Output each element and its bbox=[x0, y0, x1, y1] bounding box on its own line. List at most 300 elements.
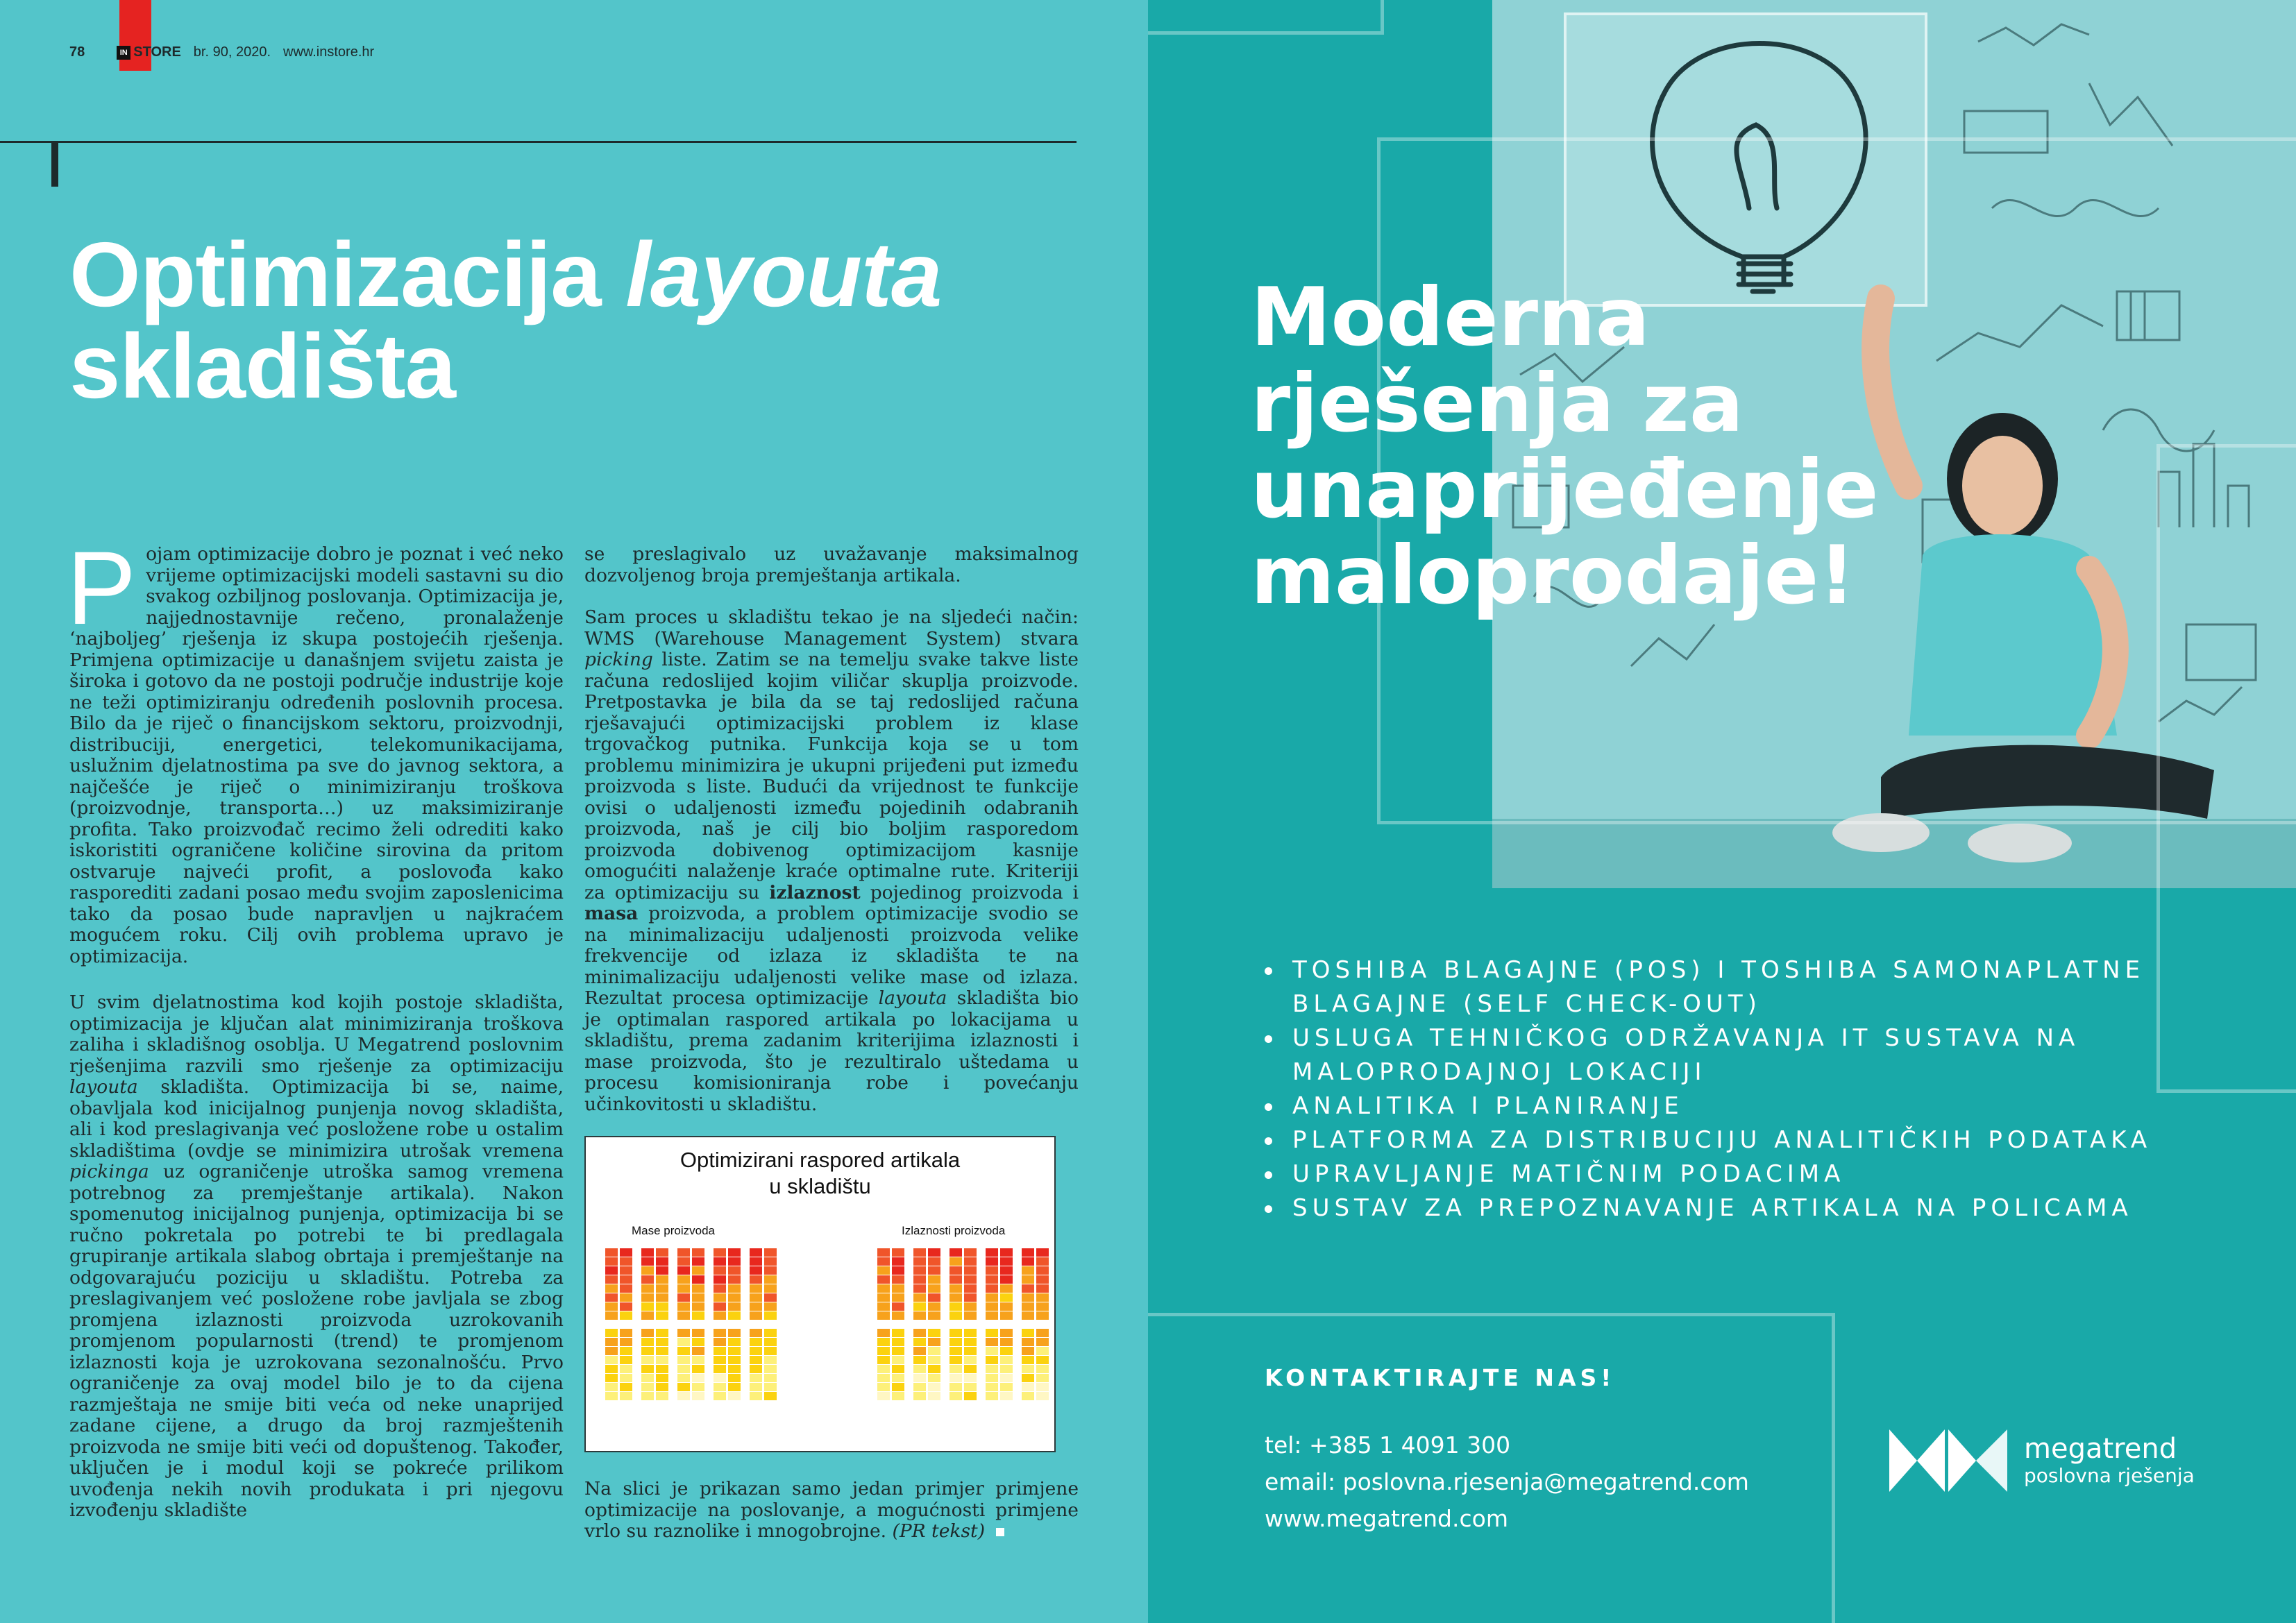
heatmap-cell bbox=[677, 1347, 690, 1355]
contact-details bbox=[1265, 1427, 1749, 1537]
heatmap-cell bbox=[692, 1284, 704, 1293]
heatmap-cell bbox=[677, 1275, 690, 1284]
paragraph: U svim djelatnostima kod kojih postoje skladišta, optimizacija je ključan alat minimiziranja troškova zaliha i skladišnog osoblja. U Megatrend poslovnim rješenjima razvili smo rješenje za optimizaciju layouta skladišta. Optimizacija bi se, naime, obavljala kod inicijalnog punjenja novog skladišta, ali i kod preslagivanja već posložene robe u ostalim skladištima (ovdje se minimizira utrošak vremena pickinga uz ograničenje utroška samog vremena potrebnog za premještanje artikala). Nakon spomenutog inicijalnog punjenja, optimizacija bi se ručno pokretala po potrebi te bi predlagala grupiranje artikala slabog obrtaja i premještanje na odgovarajuću poziciju u skladištu. Potreba za preslagivanjem već posložene robe javljala se zbog promjena izlaznosti proizvoda uzrokovanih promjenom popularnosti (trend) te promjenom izlaznosti koja je uzrokovana sezonalnošću. Prvo ograničenje za ovaj model bilo je to da cijena razmještaja ne smije biti veća od neke unaprijed zadane cijene, a drugo da broj razmještenih proizvoda ne smije biti veći od dopuštenog. Također, uključen je i modul koji se pokreće prilikom uvođenja nekih novih produkata i pri njegovu izvođenju skladište bbox=[69, 992, 564, 1521]
end-mark bbox=[996, 1528, 1004, 1536]
heatmap-cell bbox=[714, 1293, 726, 1302]
heatmap-cell bbox=[1022, 1311, 1034, 1320]
heatmap-cell bbox=[964, 1329, 977, 1337]
megatrend-logo bbox=[1889, 1429, 2195, 1492]
heatmap-cell bbox=[764, 1338, 777, 1346]
feature-item: PLATFORMA ZA DISTRIBUCIJU ANALITIČKIH PODATAKA bbox=[1263, 1123, 2296, 1157]
heatmap-cell bbox=[949, 1356, 962, 1364]
heatmap-cell bbox=[892, 1266, 904, 1275]
heatmap-cell bbox=[1036, 1338, 1049, 1346]
heatmap-cell bbox=[714, 1275, 726, 1284]
heatmap-cell bbox=[877, 1284, 890, 1293]
heatmap-cell bbox=[692, 1266, 704, 1275]
issue-info: br. 90, 2020. bbox=[193, 44, 271, 60]
heatmap-cell bbox=[692, 1374, 704, 1382]
heatmap-cell bbox=[641, 1284, 654, 1293]
heatmap-cell bbox=[1022, 1383, 1034, 1391]
heatmap-cell bbox=[1036, 1257, 1049, 1266]
heatmap-cell bbox=[913, 1284, 926, 1293]
heatmap-cell bbox=[1000, 1383, 1013, 1391]
heatmap-cell bbox=[1000, 1248, 1013, 1257]
heatmap-cell bbox=[656, 1338, 668, 1346]
feature-item: UPRAVLJANJE MATIČNIM PODACIMA bbox=[1263, 1157, 2296, 1191]
heatmap-cell bbox=[913, 1302, 926, 1311]
heatmap-cell bbox=[750, 1293, 762, 1302]
heatmap-cell bbox=[1000, 1293, 1013, 1302]
figure-title: Optimizirani raspored artikala u skladištu bbox=[679, 1148, 961, 1198]
paragraph: Na slici je prikazan samo jedan primjer primjene optimizacije na poslovanje, a mogućnosti primjene vrlo su raznolike i mnogobrojne. (PR tekst) bbox=[584, 1478, 1079, 1542]
contact-phone[interactable]: tel: +385 1 4091 300 bbox=[1265, 1431, 1511, 1459]
feature-item: ANALITIKA I PLANIRANJE bbox=[1263, 1089, 2296, 1123]
heatmap-cell bbox=[1036, 1248, 1049, 1257]
heatmap-cell bbox=[764, 1392, 777, 1400]
frame-outline bbox=[1148, 0, 1384, 35]
heatmap-cell bbox=[728, 1266, 741, 1275]
heatmap-cell bbox=[928, 1383, 940, 1391]
heatmap-cell bbox=[964, 1248, 977, 1257]
heatmap-cell bbox=[714, 1374, 726, 1382]
heatmap-cell bbox=[656, 1329, 668, 1337]
heatmap-cell bbox=[728, 1356, 741, 1364]
heatmap-cell bbox=[964, 1347, 977, 1355]
heatmap-cell bbox=[964, 1311, 977, 1320]
heatmap-cell bbox=[949, 1383, 962, 1391]
heatmap-cell bbox=[964, 1284, 977, 1293]
heatmap-cell bbox=[1022, 1284, 1034, 1293]
header-rule bbox=[0, 141, 1077, 143]
heatmap-cell bbox=[692, 1302, 704, 1311]
heatmap-cell bbox=[605, 1347, 618, 1355]
heatmap-cell bbox=[656, 1302, 668, 1311]
heatmap-cell bbox=[964, 1356, 977, 1364]
heatmap-cell bbox=[964, 1293, 977, 1302]
heatmap-cell bbox=[877, 1365, 890, 1373]
brand-name: megatrend bbox=[2024, 1433, 2177, 1465]
heatmap-cell bbox=[677, 1311, 690, 1320]
heatmap-cell bbox=[964, 1338, 977, 1346]
heatmap-cell bbox=[1000, 1392, 1013, 1400]
heatmap-cell bbox=[656, 1383, 668, 1391]
heatmap-cell bbox=[1000, 1266, 1013, 1275]
contact-website[interactable]: www.megatrend.com bbox=[1265, 1505, 1508, 1532]
heatmap-cell bbox=[986, 1266, 998, 1275]
heatmap-cell bbox=[750, 1365, 762, 1373]
heatmap-cell bbox=[656, 1356, 668, 1364]
heatmap-cell bbox=[677, 1293, 690, 1302]
heatmap-cell bbox=[1022, 1392, 1034, 1400]
heatmap-cell bbox=[1022, 1365, 1034, 1373]
heatmap-cell bbox=[656, 1266, 668, 1275]
heatmap-cell bbox=[949, 1365, 962, 1373]
heatmap-turnover bbox=[877, 1248, 1058, 1422]
heatmap-cell bbox=[1022, 1347, 1034, 1355]
heatmap-cell bbox=[949, 1347, 962, 1355]
heatmap-cell bbox=[1022, 1329, 1034, 1337]
heatmap-cell bbox=[1022, 1275, 1034, 1284]
heatmap-cell bbox=[964, 1302, 977, 1311]
heatmap-cell bbox=[764, 1365, 777, 1373]
heatmap-cell bbox=[605, 1293, 618, 1302]
heatmap-cell bbox=[1036, 1374, 1049, 1382]
heatmap-cell bbox=[892, 1338, 904, 1346]
heatmap-cell bbox=[986, 1311, 998, 1320]
heatmap-cell bbox=[764, 1356, 777, 1364]
heatmap-cell bbox=[949, 1284, 962, 1293]
heatmap-cell bbox=[928, 1365, 940, 1373]
feature-item: USLUGA TEHNIČKOG ODRŽAVANJA IT SUSTAVA NA MALOPRODAJNOJ LOKACIJI bbox=[1263, 1021, 2296, 1089]
heatmap-cell bbox=[620, 1383, 632, 1391]
heatmap-cell bbox=[677, 1374, 690, 1382]
heatmap-cell bbox=[1022, 1338, 1034, 1346]
heatmap-cell bbox=[656, 1392, 668, 1400]
heatmap-cell bbox=[928, 1374, 940, 1382]
heatmap-cell bbox=[877, 1302, 890, 1311]
heatmap-cell bbox=[913, 1374, 926, 1382]
heatmap-cell bbox=[620, 1347, 632, 1355]
heatmap-cell bbox=[728, 1374, 741, 1382]
heatmap-cell bbox=[750, 1284, 762, 1293]
heatmap-cell bbox=[692, 1293, 704, 1302]
heatmap-cell bbox=[605, 1383, 618, 1391]
heatmap-cell bbox=[728, 1347, 741, 1355]
contact-email[interactable]: email: poslovna.rjesenja@megatrend.com bbox=[1265, 1468, 1749, 1495]
heatmap-cell bbox=[714, 1356, 726, 1364]
heatmap-cell bbox=[750, 1338, 762, 1346]
heatmap-cell bbox=[1000, 1275, 1013, 1284]
heatmap-cell bbox=[656, 1347, 668, 1355]
paragraph: se preslagivalo uz uvažavanje maksimalnog dozvoljenog broja premještanja artikala. bbox=[584, 543, 1079, 586]
heatmap-cell bbox=[764, 1374, 777, 1382]
heatmap-cell bbox=[928, 1347, 940, 1355]
heatmap-cell bbox=[605, 1266, 618, 1275]
heatmap-cell bbox=[750, 1383, 762, 1391]
paragraph: Sam proces u skladištu tekao je na sljedeći način: WMS (Warehouse Management System) stvara picking liste. Zatim se na temelju svake takve liste računa redoslijed kojim viličar skuplja proizvode. Pretpostavka je bila da se taj redoslijed računa rješavajući optimizacijski problem iz klase trgovačkog putnika. Funkcija koja se u tom problemu minimizira je ukupni prijeđeni put između proizvoda s liste. Budući da vrijednost te funkcije ovisi o udaljenosti između pojedinih odabranih proizvoda, naš je cilj bio boljim rasporedom proizvoda dobivenog optimizacijom kasnije omogućiti nalaženje kraće optimalne rute. Kriteriji za optimizaciju su izlaznost pojedinog proizvoda i masa proizvoda, a problem optimizacije svodio se na minimalizaciju udaljenosti proizvoda velike frekvencije od izlaza iz skladišta te na minimalizaciju udaljenosti velike mase od izlaza. Rezultat procesa optimizacije layouta skladišta bio je optimalan raspored artikala po lokacijama u skladištu, prema zadanim kriterijima izlaznosti i mase proizvoda, što je rezultiralo uštedama u procesu komisioniranja robe i povećanju učinkovitosti u skladištu. bbox=[584, 606, 1079, 1115]
heatmap-cell bbox=[986, 1329, 998, 1337]
heatmap-cell bbox=[949, 1257, 962, 1266]
heatmap-cell bbox=[714, 1266, 726, 1275]
heatmap-cell bbox=[714, 1383, 726, 1391]
heatmap-cell bbox=[641, 1365, 654, 1373]
heatmap-cell bbox=[877, 1347, 890, 1355]
heatmap-cell bbox=[620, 1392, 632, 1400]
heatmap-cell bbox=[677, 1302, 690, 1311]
heatmap-cell bbox=[877, 1338, 890, 1346]
heatmap-cell bbox=[986, 1392, 998, 1400]
heatmap-cell bbox=[605, 1338, 618, 1346]
heatmap-cell bbox=[986, 1302, 998, 1311]
heatmap-cell bbox=[949, 1374, 962, 1382]
heatmap-cell bbox=[605, 1365, 618, 1373]
heatmap-cell bbox=[913, 1347, 926, 1355]
heatmap-cell bbox=[949, 1266, 962, 1275]
heatmap-cell bbox=[892, 1311, 904, 1320]
heatmap-cell bbox=[928, 1311, 940, 1320]
heatmap-cell bbox=[764, 1311, 777, 1320]
heatmap-cell bbox=[692, 1356, 704, 1364]
heatmap-cell bbox=[986, 1293, 998, 1302]
heatmap-cell bbox=[964, 1257, 977, 1266]
heatmap-cell bbox=[1036, 1347, 1049, 1355]
heatmap-cell bbox=[892, 1374, 904, 1382]
heatmap-cell bbox=[750, 1329, 762, 1337]
heatmap-cell bbox=[928, 1356, 940, 1364]
heatmap-cell bbox=[714, 1302, 726, 1311]
heatmap-cell bbox=[1036, 1284, 1049, 1293]
heatmap-cell bbox=[986, 1248, 998, 1257]
heatmap-cell bbox=[928, 1293, 940, 1302]
heatmap-cell bbox=[764, 1275, 777, 1284]
heatmap-cell bbox=[986, 1356, 998, 1364]
heatmap-cell bbox=[986, 1275, 998, 1284]
heatmap-cell bbox=[641, 1302, 654, 1311]
heatmap-cell bbox=[913, 1383, 926, 1391]
ad-headline: Moderna rješenja za unaprijeđenje maloprodaje! bbox=[1251, 271, 1879, 622]
heatmap-cell bbox=[949, 1329, 962, 1337]
heatmap-cell bbox=[677, 1383, 690, 1391]
heatmap-cell bbox=[877, 1257, 890, 1266]
heatmap-cell bbox=[1022, 1248, 1034, 1257]
heatmap-cell bbox=[692, 1383, 704, 1391]
heatmap-cell bbox=[913, 1329, 926, 1337]
heatmap-cell bbox=[728, 1338, 741, 1346]
heatmap-cell bbox=[728, 1311, 741, 1320]
contact-heading: KONTAKTIRAJTE NAS! bbox=[1265, 1364, 1616, 1391]
heatmap-cell bbox=[692, 1338, 704, 1346]
heatmap-cell bbox=[1036, 1329, 1049, 1337]
heatmap-cell bbox=[877, 1329, 890, 1337]
heatmap-cell bbox=[1022, 1266, 1034, 1275]
heatmap-mass bbox=[605, 1248, 786, 1422]
article-column-2 bbox=[584, 544, 1079, 1563]
heatmap-cell bbox=[949, 1248, 962, 1257]
advertisement-page bbox=[1148, 0, 2296, 1623]
logo-mark: IN bbox=[117, 46, 130, 60]
heatmap-cell bbox=[714, 1257, 726, 1266]
heatmap-cell bbox=[728, 1248, 741, 1257]
heatmap-cell bbox=[692, 1365, 704, 1373]
heatmap-cell bbox=[1000, 1329, 1013, 1337]
feature-item: TOSHIBA BLAGAJNE (POS) I TOSHIBA SAMONAPLATNE BLAGAJNE (SELF CHECK-OUT) bbox=[1263, 953, 2296, 1021]
heatmap-cell bbox=[677, 1257, 690, 1266]
heatmap-cell bbox=[605, 1248, 618, 1257]
heatmap-cell bbox=[1036, 1383, 1049, 1391]
heatmap-cell bbox=[764, 1284, 777, 1293]
heatmap-cell bbox=[750, 1392, 762, 1400]
heatmap-cell bbox=[928, 1266, 940, 1275]
heatmap-cell bbox=[620, 1266, 632, 1275]
heatmap-cell bbox=[620, 1257, 632, 1266]
heatmap-cell bbox=[750, 1266, 762, 1275]
heatmap-cell bbox=[928, 1338, 940, 1346]
title-part2: skladišta bbox=[69, 315, 455, 417]
heatmap-cell bbox=[1036, 1311, 1049, 1320]
heatmap-cell bbox=[892, 1383, 904, 1391]
heatmap-cell bbox=[728, 1383, 741, 1391]
heatmap-cell bbox=[677, 1284, 690, 1293]
heatmap-cell bbox=[620, 1338, 632, 1346]
heatmap-cell bbox=[620, 1365, 632, 1373]
heatmap-cell bbox=[764, 1248, 777, 1257]
figure-label-mass: Mase proizvoda bbox=[632, 1224, 716, 1237]
heatmap-cell bbox=[714, 1284, 726, 1293]
heatmap-cell bbox=[928, 1392, 940, 1400]
heatmap-cell bbox=[913, 1392, 926, 1400]
heatmap-cell bbox=[620, 1374, 632, 1382]
heatmap-cell bbox=[692, 1311, 704, 1320]
heatmap-cell bbox=[641, 1383, 654, 1391]
heatmap-cell bbox=[605, 1329, 618, 1337]
heatmap-cell bbox=[714, 1338, 726, 1346]
heatmap-cell bbox=[964, 1266, 977, 1275]
heatmap-cell bbox=[986, 1284, 998, 1293]
heatmap-cell bbox=[1000, 1311, 1013, 1320]
heatmap-cell bbox=[728, 1257, 741, 1266]
heatmap-cell bbox=[728, 1365, 741, 1373]
heatmap-cell bbox=[892, 1275, 904, 1284]
heatmap-cell bbox=[877, 1392, 890, 1400]
heatmap-cell bbox=[605, 1311, 618, 1320]
heatmap-cell bbox=[892, 1257, 904, 1266]
heatmap-cell bbox=[605, 1392, 618, 1400]
heatmap-cell bbox=[949, 1293, 962, 1302]
heatmap-cell bbox=[605, 1374, 618, 1382]
heatmap-cell bbox=[1022, 1374, 1034, 1382]
heatmap-cell bbox=[964, 1365, 977, 1373]
heatmap-cell bbox=[728, 1329, 741, 1337]
heatmap-cell bbox=[928, 1329, 940, 1337]
heatmap-cell bbox=[877, 1248, 890, 1257]
heatmap-cell bbox=[641, 1311, 654, 1320]
heatmap-cell bbox=[656, 1284, 668, 1293]
heatmap-cell bbox=[1036, 1266, 1049, 1275]
heatmap-cell bbox=[714, 1248, 726, 1257]
heatmap-cell bbox=[692, 1347, 704, 1355]
article-column-1 bbox=[67, 529, 564, 1543]
figure-label-turnover: Izlaznosti proizvoda bbox=[902, 1224, 1006, 1237]
heatmap-cell bbox=[1000, 1338, 1013, 1346]
heatmap-cell bbox=[986, 1347, 998, 1355]
drop-cap: P bbox=[67, 529, 137, 646]
heatmap-cell bbox=[677, 1248, 690, 1257]
title-part1: Optimizacija bbox=[69, 223, 626, 325]
heatmap-cell bbox=[892, 1347, 904, 1355]
heatmap-cell bbox=[1022, 1257, 1034, 1266]
heatmap-cell bbox=[877, 1383, 890, 1391]
heatmap-cell bbox=[692, 1257, 704, 1266]
heatmap-cell bbox=[1036, 1293, 1049, 1302]
heatmap-cell bbox=[928, 1275, 940, 1284]
heatmap-cell bbox=[1022, 1293, 1034, 1302]
heatmap-cell bbox=[656, 1365, 668, 1373]
heatmap-cell bbox=[641, 1338, 654, 1346]
heatmap-cell bbox=[750, 1374, 762, 1382]
heatmap-cell bbox=[986, 1365, 998, 1373]
heatmap-cell bbox=[913, 1365, 926, 1373]
heatmap-cell bbox=[764, 1329, 777, 1337]
heatmap-cell bbox=[750, 1275, 762, 1284]
feature-list bbox=[1263, 953, 2296, 1225]
heatmap-cell bbox=[1022, 1356, 1034, 1364]
heatmap-cell bbox=[714, 1311, 726, 1320]
heatmap-cell bbox=[964, 1383, 977, 1391]
heatmap-cell bbox=[620, 1356, 632, 1364]
heatmap-cell bbox=[620, 1311, 632, 1320]
heatmap-cell bbox=[1036, 1365, 1049, 1373]
heatmap-cell bbox=[913, 1311, 926, 1320]
heatmap-cell bbox=[692, 1392, 704, 1400]
paragraph: Pojam optimizacije dobro je poznat i već neko vrijeme optimizacijski modeli sastavni su dio svakog ozbiljnog poslovanja. Optimizacija je, najjednostavnije rečeno, pronalaženje ‘najboljeg’ rješenja iz skupa postojećih rješenja. Primjena optimizacije u današnjem svijetu zaista je široka i gotovo da ne postoji područje industrije koje ne teži optimiziranju određenih poslovnih procesa. Bilo da je riječ o financijskom sektoru, proizvodnji, distribuciji, energetici, telekomunikacijama, uslužnim djelatnostima pa sve do javnog sektora, a najčešće je riječ o minimiziranju troškova (proizvodnje, transporta…) uz maksimiziranje profita. Tako proizvođač recimo želi odrediti kako iskoristiti ograničene količine sirovina da pritom ostvaruje najveći profit, a poslovođa kako rasporediti zadani posao među svojim zaposlenicima tako da posao bude napravljen u najkraćem mogućem roku. Cilj ovih problema upravo je optimizacija. bbox=[67, 529, 564, 967]
heatmap-cell bbox=[1000, 1356, 1013, 1364]
heatmap-cell bbox=[1036, 1356, 1049, 1364]
heatmap-cell bbox=[605, 1302, 618, 1311]
warehouse-figure bbox=[584, 1136, 1056, 1452]
heatmap-cell bbox=[892, 1302, 904, 1311]
logo-text: STORE bbox=[133, 44, 181, 60]
heatmap-cell bbox=[692, 1248, 704, 1257]
page-number: 78 bbox=[69, 44, 85, 60]
heatmap-cell bbox=[677, 1365, 690, 1373]
heatmap-cell bbox=[1000, 1257, 1013, 1266]
heatmap-cell bbox=[964, 1374, 977, 1382]
heatmap-cell bbox=[750, 1257, 762, 1266]
heatmap-cell bbox=[986, 1383, 998, 1391]
heatmap-cell bbox=[641, 1356, 654, 1364]
heatmap-cell bbox=[892, 1365, 904, 1373]
heatmap-cell bbox=[986, 1257, 998, 1266]
heatmap-cell bbox=[877, 1266, 890, 1275]
heatmap-cell bbox=[892, 1293, 904, 1302]
heatmap-cell bbox=[677, 1329, 690, 1337]
page-header bbox=[69, 44, 374, 60]
heatmap-cell bbox=[641, 1374, 654, 1382]
heatmap-cell bbox=[1000, 1374, 1013, 1382]
heatmap-cell bbox=[1000, 1302, 1013, 1311]
heatmap-cell bbox=[928, 1302, 940, 1311]
heatmap-cell bbox=[641, 1392, 654, 1400]
heatmap-cell bbox=[892, 1284, 904, 1293]
heatmap-cell bbox=[750, 1302, 762, 1311]
heatmap-cell bbox=[656, 1248, 668, 1257]
heatmap-cell bbox=[986, 1374, 998, 1382]
heatmap-cell bbox=[620, 1248, 632, 1257]
heatmap-cell bbox=[620, 1329, 632, 1337]
heatmap-cell bbox=[913, 1338, 926, 1346]
heatmap-cell bbox=[605, 1257, 618, 1266]
heatmap-cell bbox=[877, 1374, 890, 1382]
heatmap-cell bbox=[949, 1338, 962, 1346]
heatmap-cell bbox=[949, 1275, 962, 1284]
heatmap-cell bbox=[728, 1302, 741, 1311]
heatmap-cell bbox=[986, 1338, 998, 1346]
heatmap-cell bbox=[620, 1302, 632, 1311]
heatmap-cell bbox=[605, 1275, 618, 1284]
heatmap-cell bbox=[692, 1275, 704, 1284]
heatmap-cell bbox=[949, 1302, 962, 1311]
heatmap-cell bbox=[677, 1392, 690, 1400]
heatmap-cell bbox=[620, 1284, 632, 1293]
heatmap-cell bbox=[877, 1293, 890, 1302]
heatmap-cell bbox=[750, 1356, 762, 1364]
heatmap-cell bbox=[964, 1392, 977, 1400]
heatmap-cell bbox=[1036, 1392, 1049, 1400]
heatmap-cell bbox=[641, 1275, 654, 1284]
heatmap-cell bbox=[877, 1275, 890, 1284]
heatmap-cell bbox=[620, 1275, 632, 1284]
